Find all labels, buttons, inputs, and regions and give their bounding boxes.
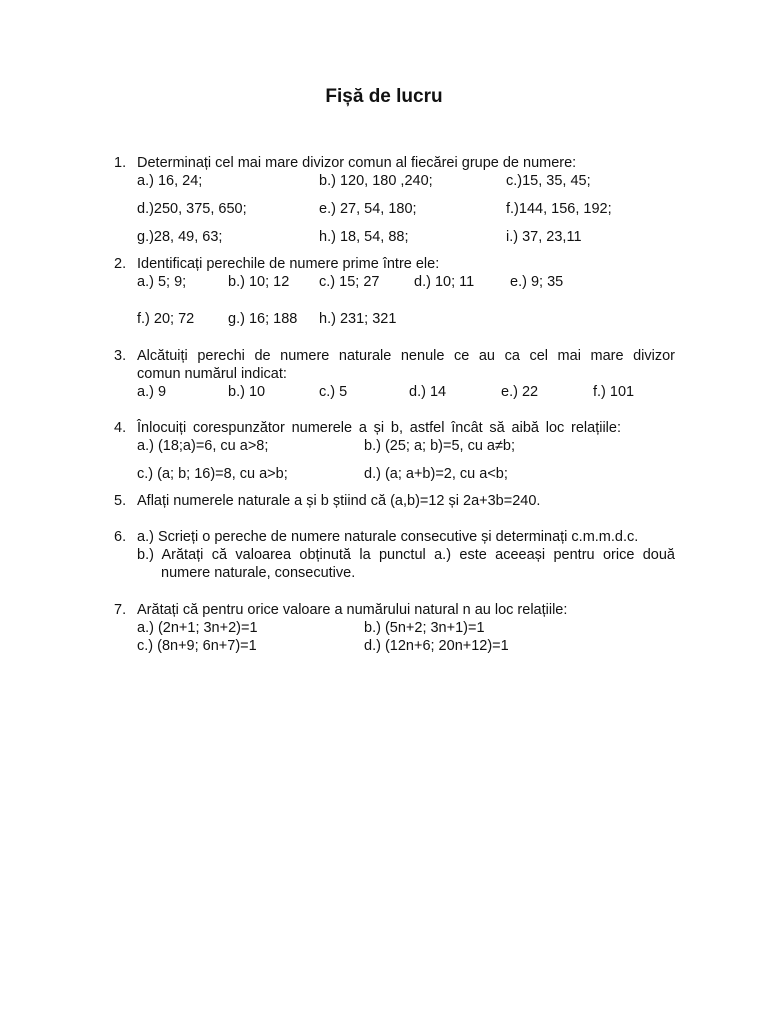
q3-item-f: f.) 101 (593, 384, 635, 400)
question-6-number: 6. (114, 529, 127, 545)
q7-item-b: b.) (5n+2; 3n+1)=1 (364, 620, 485, 636)
question-3-text-line-1: Alcătuiți perechi de numere naturale nenule ce au ca cel mai mare divizor (137, 348, 675, 364)
q1-item-g: g.)28, 49, 63; (137, 229, 223, 245)
question-6-part-b-line-1: b.) Arătați că valoarea obținută la punctul a.) este aceeași pentru orice două (137, 547, 675, 563)
q2-item-h: h.) 231; 321 (319, 311, 397, 327)
question-3-number: 3. (114, 348, 127, 364)
question-5-text: Aflați numerele naturale a și b știind că (a,b)=12 și 2a+3b=240. (137, 493, 541, 509)
question-2-text: Identificați perechile de numere prime între ele: (137, 256, 440, 272)
q7-item-a: a.) (2n+1; 3n+2)=1 (137, 620, 258, 636)
question-1-text: Determinați cel mai mare divizor comun al fiecărei grupe de numere: (137, 155, 577, 171)
q3-item-b: b.) 10 (228, 384, 266, 400)
q1-item-d: d.)250, 375, 650; (137, 201, 247, 217)
q1-item-i: i.) 37, 23,11 (506, 229, 582, 245)
q1-item-a: a.) 16, 24; (137, 173, 203, 189)
q1-item-c: c.)15, 35, 45; (506, 173, 591, 189)
q3-item-c: c.) 5 (319, 384, 348, 400)
q1-item-f: f.)144, 156, 192; (506, 201, 612, 217)
question-4-number: 4. (114, 420, 127, 436)
q4-item-d: d.) (a; a+b)=2, cu a<b; (364, 466, 508, 482)
q1-item-h: h.) 18, 54, 88; (319, 229, 409, 245)
question-2-number: 2. (114, 256, 127, 272)
q2-item-b: b.) 10; 12 (228, 274, 290, 290)
q2-item-a: a.) 5; 9; (137, 274, 187, 290)
question-7-number: 7. (114, 602, 127, 618)
q3-item-e: e.) 22 (501, 384, 539, 400)
question-4-text: Înlocuiți corespunzător numerele a și b, astfel încât să aibă loc relațiile: (137, 420, 621, 436)
q4-item-b: b.) (25; a; b)=5, cu a≠b; (364, 438, 516, 454)
question-7-text: Arătați că pentru orice valoare a numărului natural n au loc relațiile: (137, 602, 568, 618)
q7-item-d: d.) (12n+6; 20n+12)=1 (364, 638, 509, 654)
q2-item-c: c.) 15; 27 (319, 274, 380, 290)
question-5-number: 5. (114, 493, 127, 509)
question-6-part-b-line-2: numere naturale, consecutive. (161, 565, 356, 581)
q2-item-g: g.) 16; 188 (228, 311, 298, 327)
q2-item-f: f.) 20; 72 (137, 311, 195, 327)
q2-item-d: d.) 10; 11 (414, 274, 475, 290)
page-title: Fișă de lucru (325, 86, 443, 107)
question-6-part-a: a.) Scrieți o pereche de numere naturale consecutive și determinați c.m.m.d.c. (137, 529, 639, 545)
question-3-text-line-2: comun numărul indicat: (137, 366, 287, 382)
question-1-number: 1. (114, 155, 127, 171)
q1-item-e: e.) 27, 54, 180; (319, 201, 417, 217)
q1-item-b: b.) 120, 180 ,240; (319, 173, 433, 189)
q4-item-c: c.) (a; b; 16)=8, cu a>b; (137, 466, 288, 482)
q7-item-c: c.) (8n+9; 6n+7)=1 (137, 638, 257, 654)
q3-item-a: a.) 9 (137, 384, 167, 400)
q3-item-d: d.) 14 (409, 384, 447, 400)
q4-item-a: a.) (18;a)=6, cu a>8; (137, 438, 269, 454)
q2-item-e: e.) 9; 35 (510, 274, 564, 290)
